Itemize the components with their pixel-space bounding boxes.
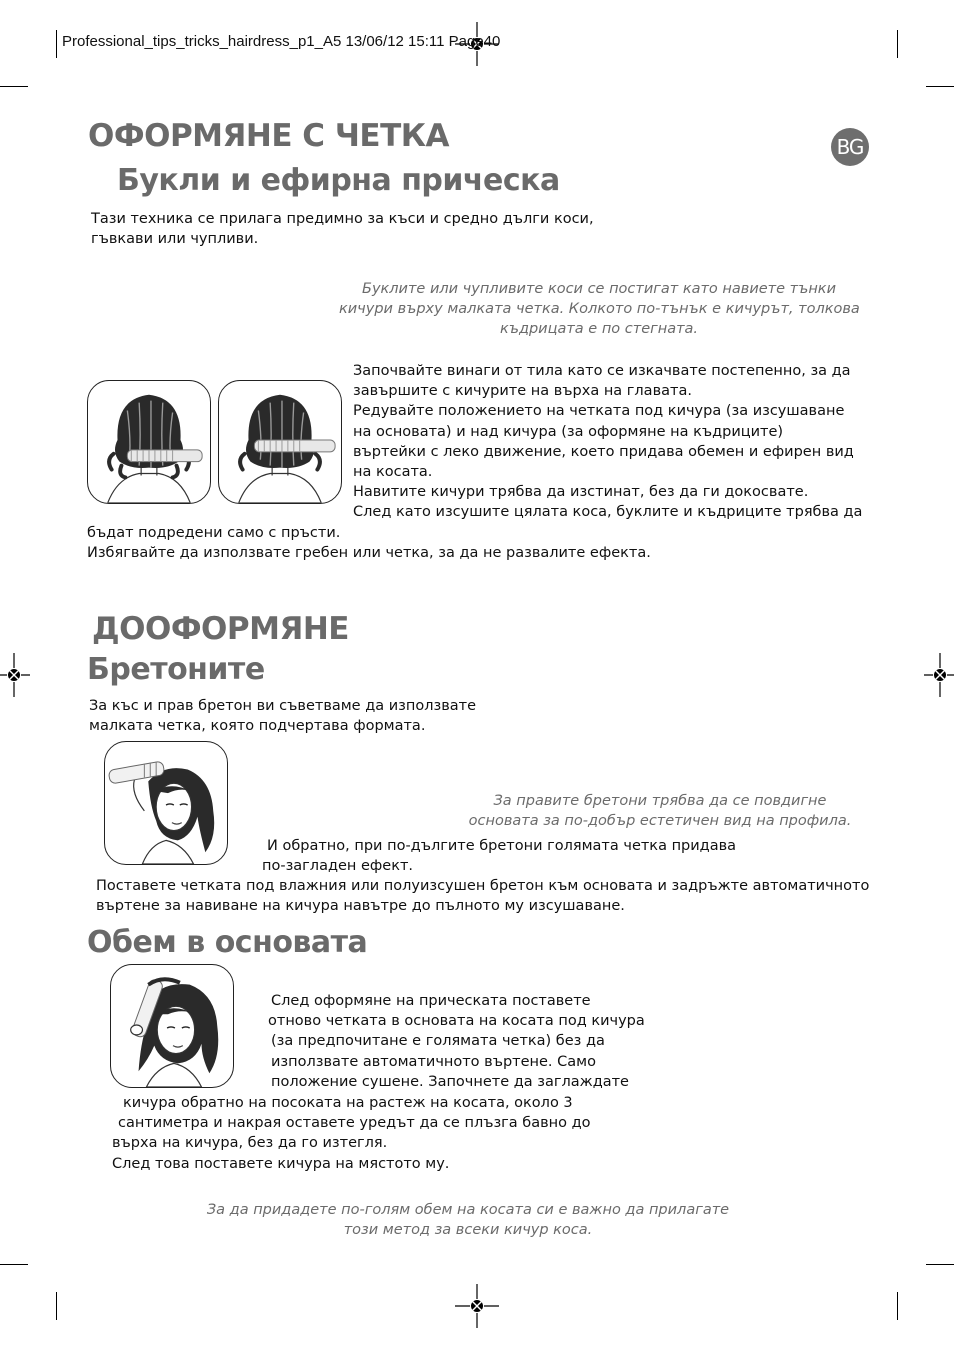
root-volume-illustration	[110, 964, 234, 1088]
section1-intro: Тази техника се прилага предимно за къси и средно дълги коси, гъвкави или чупливи.	[91, 211, 594, 248]
crop-mark	[897, 30, 898, 58]
crop-mark	[56, 30, 57, 58]
crop-mark	[0, 86, 28, 87]
registration-mark-icon	[924, 653, 954, 697]
section-subtitle-curls: Букли и ефирна прическа	[117, 163, 560, 198]
crop-mark	[56, 1292, 57, 1320]
registration-mark-icon	[455, 1284, 499, 1328]
print-slug: Professional_tips_tricks_hairdress_p1_A5 13/06/12 15:11 Page40	[62, 33, 501, 50]
registration-mark-icon	[0, 653, 30, 697]
hair-back-illustration-brush-under	[87, 380, 211, 504]
section2-body: И обратно, при по-дългите бретони голямата четка придава по-загладен ефект.	[262, 838, 737, 875]
section2-body-continued: Поставете четката под влажния или полуизсушен бретон към основата и задръжте автоматичното въртене за навиване на кичура навътре до пълното му изсушаване.	[96, 878, 870, 915]
section1-body: Започвайте винаги от тила като се изкачвате постепенно, за да завършите с кичурите на върха на главата. Редувайте положението на четката под кичура (за изсушаване на основата) и над кичура (за оформяне на къдриците) въртейки с леко движение, което придава обемен и ефирен вид на косата. Навитите кичури трябва да изстинат, без да ги докосвате. След като изсушите цялата коса, буклите и къдриците трябва да	[353, 363, 863, 521]
language-badge: BG	[831, 128, 869, 166]
crop-mark	[926, 86, 954, 87]
section2-intro: За къс и прав бретон ви съветваме да използвате малката четка, която подчертава формата.	[89, 698, 476, 735]
bangs-illustration	[104, 741, 228, 865]
section-title-finishing: ДООФОРМЯНЕ	[92, 611, 349, 647]
section3-body: След оформяне на прическата поставете отново четката в основата на косата под кичура (за предпочитане е голямата четка) без да използвате автоматичното въртене. Само положение сушене. Започнете да заглаждате	[268, 993, 645, 1090]
section3-body-continued: кичура обратно на посоката на растеж на косата, около 3 сантиметра и накрая оставете уредът да се плъзга бавно до върха на кичура, без да го изтегля. След това поставете кичура на мястото му.	[112, 1095, 591, 1172]
section1-tip: Буклите или чупливите коси се постигат като навиете тънки кичури върху малката четка. Колкото по-тънък е кичурът, толкова къдрицата е по стегната.	[339, 281, 860, 338]
hair-back-illustration-brush-over	[218, 380, 342, 504]
crop-mark	[897, 1292, 898, 1320]
section-subtitle-bangs: Бретоните	[87, 652, 265, 687]
section-subtitle-root-volume: Обем в основата	[87, 925, 368, 960]
section-title-brush-styling: ОФОРМЯНЕ С ЧЕТКА	[88, 118, 450, 154]
section1-body-continued: бъдат подредени само с пръсти. Избягвайте да използвате гребен или четка, за да не развалите ефекта.	[87, 525, 651, 562]
crop-mark	[926, 1264, 954, 1265]
section3-tip: За да придадете по-голям обем на косата си е важно да прилагате този метод за всеки кичур коса.	[206, 1202, 730, 1239]
section2-tip: За правите бретони трябва да се повдигне основата за по-добър естетичен вид на профила.	[468, 793, 852, 830]
crop-mark	[0, 1264, 28, 1265]
